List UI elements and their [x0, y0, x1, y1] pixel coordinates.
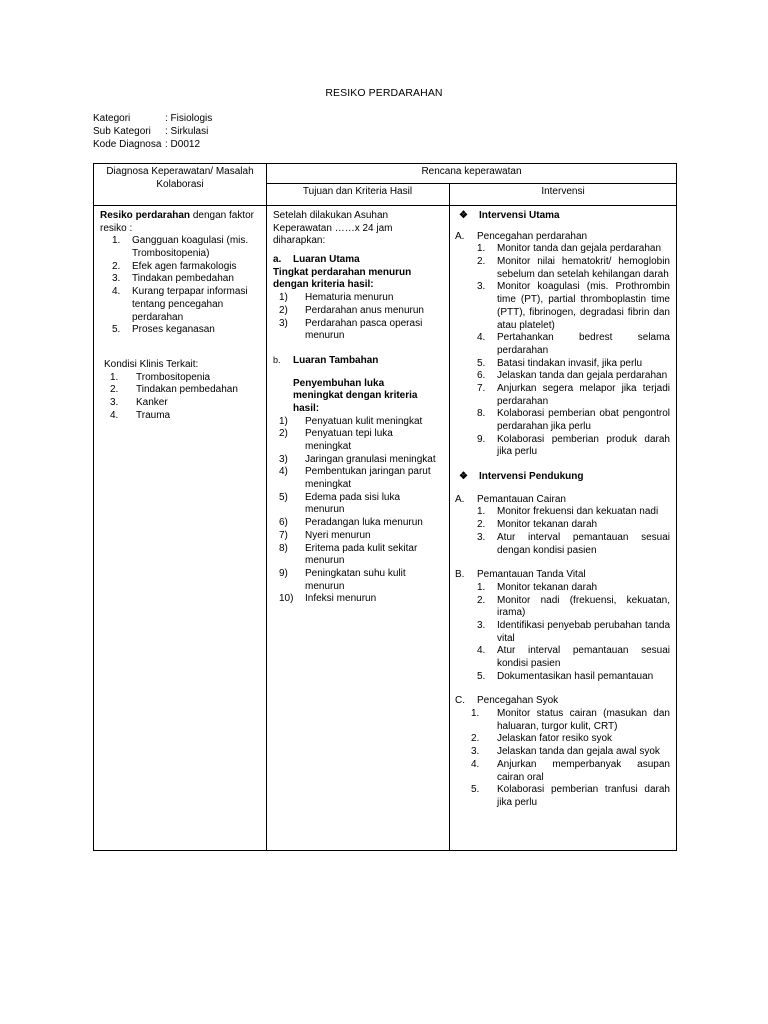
list-item — [110, 384, 265, 397]
luaran-tambahan-sub: Penyembuhan luka meningkat dengan kriteria hasil: — [293, 377, 418, 414]
list-item — [477, 506, 670, 519]
kondisi-title: Kondisi Klinis Terkait: — [104, 358, 199, 370]
pemantauan-tanda-vital-list — [455, 582, 670, 684]
list-number: 3) — [279, 453, 288, 465]
list-number: 2. — [112, 260, 121, 272]
luaran-tambahan-list — [273, 416, 445, 606]
list-number: 2) — [279, 428, 288, 440]
luaran-utama-sub: Tingkat perdarahan menurun dengan kriteria hasil: — [273, 266, 412, 291]
list-item — [477, 243, 670, 256]
list-text: Gangguan koagulasi (mis. Trombositopenia) — [132, 235, 249, 260]
meta-key: Kategori — [93, 113, 131, 124]
list-item — [279, 454, 445, 467]
diagnosa-name: Resiko perdarahan — [100, 210, 191, 221]
diagnosa-intro-rest: dengan faktor resiko : — [100, 210, 254, 234]
list-number: 3. — [112, 273, 121, 285]
list-item — [477, 358, 670, 371]
list-number: 4. — [471, 758, 480, 770]
intervensi-column — [455, 210, 670, 810]
luaran-utama-heading — [273, 254, 445, 267]
list-item — [279, 593, 445, 606]
list-item — [477, 256, 670, 281]
list-text: Nyeri menurun — [305, 529, 371, 541]
list-number: 2. — [471, 733, 480, 745]
list-item — [279, 428, 445, 453]
list-item — [110, 410, 265, 423]
list-number: 1. — [471, 708, 480, 720]
document-title: RESIKO PERDARAHAN — [325, 87, 443, 99]
list-number: 1. — [477, 506, 486, 518]
column-divider — [449, 183, 450, 850]
diagnosa-column — [100, 210, 265, 422]
list-number: 5. — [477, 670, 486, 682]
list-text: Monitor koagulasi (mis. Prothrombin time (PT), partial thromboplastin time (PTT), fibrinogen, degradasi fibrin dan atau platelet) — [497, 281, 670, 331]
meta-value: : D0012 — [165, 139, 201, 150]
list-item — [471, 733, 670, 746]
list-text: Peningkatan suhu kulit menurun — [305, 567, 406, 592]
list-item — [112, 324, 265, 337]
header-diagnosa: Diagnosa Keperawatan/ Masalah Kolaborasi — [106, 166, 254, 190]
list-text: Batasi tindakan invasif, jika perlu — [497, 357, 643, 369]
list-number: 1) — [279, 415, 288, 427]
list-item — [112, 286, 265, 324]
list-item — [279, 305, 445, 318]
list-number: 3. — [471, 746, 480, 758]
section-label: C. — [455, 695, 465, 707]
list-item — [477, 408, 670, 433]
diamond-bullet-icon: ❖ — [459, 210, 468, 221]
luaran-tambahan-heading — [273, 355, 445, 368]
list-text: Jaringan granulasi meningkat — [305, 453, 436, 465]
list-number: 2. — [477, 256, 486, 268]
list-number: 2) — [279, 304, 288, 316]
list-text: Penyatuan tepi luka meningkat — [305, 428, 393, 452]
list-item — [477, 383, 670, 408]
list-number: 2. — [477, 594, 486, 606]
section-pc-heading — [455, 695, 670, 708]
list-number: 2. — [477, 519, 486, 531]
kondisi-list — [100, 372, 265, 423]
list-text: Anjurkan segera melapor jika terjadi perdarahan — [497, 382, 670, 407]
list-text: Perdarahan pasca operasi menurun — [305, 317, 423, 342]
diagnosis-meta — [93, 112, 212, 151]
pencegahan-perdarahan-list — [455, 243, 670, 459]
list-item — [477, 582, 670, 595]
section-label: a. — [273, 254, 282, 266]
list-item — [471, 759, 670, 784]
list-text: Atur interval pemantauan sesuai kondisi pasien — [497, 645, 670, 669]
list-item — [477, 281, 670, 332]
list-number: 3. — [477, 531, 486, 543]
list-item — [477, 370, 670, 383]
list-item — [477, 532, 670, 557]
list-number: 4. — [110, 409, 119, 421]
list-number: 5. — [477, 357, 486, 369]
meta-value: : Fisiologis — [165, 113, 213, 124]
list-text: Monitor nilai hematokrit/ hemoglobin sebelum dan setelah kehilangan darah — [497, 256, 670, 280]
list-item — [477, 595, 670, 620]
list-number: 3) — [279, 317, 288, 329]
list-text: Kolaborasi pemberian obat pengontrol perdarahan jika perlu — [497, 408, 670, 432]
list-item — [471, 708, 670, 733]
section-title: Pemantauan Cairan — [477, 493, 566, 505]
list-text: Edema pada sisi luka menurun — [305, 491, 401, 516]
section-label: A. — [455, 493, 465, 505]
section-label: b. — [273, 354, 281, 365]
list-text: Jelaskan fator resiko syok — [497, 733, 613, 745]
meta-row-kode — [93, 138, 212, 151]
section-title: Luaran Utama — [293, 254, 360, 266]
list-item — [279, 492, 445, 517]
section-title: Pencegahan perdarahan — [477, 230, 588, 242]
list-text: Pembentukan jaringan parut meningkat — [305, 466, 431, 491]
header-tujuan: Tujuan dan Kriteria Hasil — [302, 186, 413, 197]
pencegahan-syok-list — [455, 708, 670, 810]
list-number: 5. — [471, 784, 480, 796]
intervensi-pendukung-heading — [455, 471, 670, 484]
list-item — [110, 397, 265, 410]
row-divider — [94, 205, 676, 206]
list-item — [477, 620, 670, 645]
list-number: 3. — [110, 396, 119, 408]
list-number: 8) — [279, 542, 288, 554]
list-text: Trombositopenia — [136, 371, 211, 383]
section-label: A. — [455, 230, 465, 242]
list-text: Monitor tanda dan gejala perdarahan — [497, 243, 662, 255]
list-number: 4. — [477, 332, 486, 344]
list-number: 3. — [477, 619, 486, 631]
list-text: Monitor status cairan (masukan dan haluaran, turgor kulit, CRT) — [497, 708, 670, 732]
list-item — [112, 235, 265, 260]
list-number: 2. — [110, 384, 119, 396]
meta-key: Sub Kategori — [93, 126, 151, 137]
list-item — [477, 645, 670, 670]
list-number: 1. — [112, 235, 121, 247]
list-number: 8. — [477, 408, 486, 420]
list-text: Monitor tekanan darah — [497, 519, 598, 531]
list-number: 9. — [477, 433, 486, 445]
pemantauan-cairan-list — [455, 506, 670, 557]
list-item — [279, 530, 445, 543]
list-number: 7) — [279, 529, 288, 541]
diamond-bullet-icon: ❖ — [459, 471, 468, 483]
list-number: 5) — [279, 491, 288, 503]
intervensi-utama-heading — [455, 210, 670, 223]
section-a-heading — [455, 231, 670, 244]
list-item — [477, 434, 670, 459]
list-text: Pertahankan bedrest selama perdarahan — [497, 332, 670, 356]
list-item — [110, 372, 265, 385]
list-text: Proses keganasan — [132, 324, 215, 336]
list-item — [112, 273, 265, 286]
list-item — [477, 519, 670, 532]
list-item — [279, 318, 445, 343]
list-number: 6) — [279, 517, 288, 529]
tujuan-column — [273, 210, 445, 606]
list-number: 4. — [112, 286, 121, 298]
list-text: Efek agen farmakologis — [132, 260, 237, 272]
list-text: Eritema pada kulit sekitar menurun — [305, 542, 418, 567]
luaran-utama-list — [273, 292, 445, 343]
list-item — [471, 746, 670, 759]
list-text: Monitor nadi (frekuensi, kekuatan, irama) — [497, 594, 670, 619]
list-text: Tindakan pembedahan — [136, 384, 238, 396]
section-label: B. — [455, 569, 465, 581]
list-text: Jelaskan tanda dan gejala awal syok — [497, 746, 660, 758]
list-text: Jelaskan tanda dan gejala perdarahan — [497, 370, 668, 382]
list-number: 1. — [110, 371, 119, 383]
list-item — [477, 671, 670, 684]
section-title: Pemantauan Tanda Vital — [477, 569, 586, 581]
column-divider — [266, 164, 267, 850]
list-number: 7. — [477, 382, 486, 394]
list-number: 4. — [477, 645, 486, 657]
list-text: Peradangan luka menurun — [305, 517, 423, 529]
list-item — [471, 784, 670, 809]
list-text: Dokumentasikan hasil pemantauan — [497, 670, 654, 682]
care-plan-table — [93, 163, 677, 851]
list-number: 9) — [279, 567, 288, 579]
list-text: Tindakan pembedahan — [132, 273, 234, 285]
list-item — [279, 466, 445, 491]
list-text: Perdarahan anus menurun — [305, 304, 424, 316]
list-number: 1) — [279, 292, 288, 304]
header-intervensi: Intervensi — [541, 186, 585, 197]
list-item — [279, 517, 445, 530]
tujuan-intro: Setelah dilakukan Asuhan Keperawatan ……x 24 jam diharapkan: — [273, 210, 393, 247]
list-text: Anjurkan memperbanyak asupan cairan oral — [497, 758, 670, 783]
list-text: Monitor frekuensi dan kekuatan nadi — [497, 506, 659, 518]
list-item — [279, 292, 445, 305]
list-item — [279, 543, 445, 568]
section-title: Pencegahan Syok — [477, 695, 559, 707]
list-text: Atur interval pemantauan sesuai dengan kondisi pasien — [497, 531, 670, 556]
list-text: Kolaborasi pemberian produk darah jika perlu — [497, 433, 670, 458]
risk-factor-list — [100, 235, 265, 337]
meta-value: : Sirkulasi — [165, 126, 209, 137]
list-text: Monitor tekanan darah — [497, 581, 598, 593]
list-text: Identifikasi penyebab perubahan tanda vital — [497, 619, 670, 644]
list-number: 10) — [279, 593, 294, 605]
list-number: 1. — [477, 581, 486, 593]
header-rencana: Rencana keperawatan — [421, 166, 522, 177]
list-text: Kurang terpapar informasi tentang pencegahan perdarahan — [132, 286, 248, 323]
section-title: Luaran Tambahan — [293, 354, 379, 366]
list-number: 1. — [477, 243, 486, 255]
section-pb-heading — [455, 569, 670, 582]
list-item — [477, 332, 670, 357]
meta-key: Kode Diagnosa — [93, 139, 162, 150]
list-text: Trauma — [136, 409, 171, 421]
list-text: Penyatuan kulit meningkat — [305, 415, 423, 427]
list-item — [279, 416, 445, 429]
meta-row-kategori — [93, 112, 212, 125]
list-text: Kanker — [136, 396, 168, 408]
section-pa-heading — [455, 494, 670, 507]
list-number: 3. — [477, 281, 486, 293]
list-text: Kolaborasi pemberian tranfusi darah jika perlu — [497, 784, 670, 808]
section-title: Intervensi Pendukung — [479, 471, 584, 483]
list-item — [279, 568, 445, 593]
list-text: Hematuria menurun — [305, 292, 394, 304]
section-title: Intervensi Utama — [479, 210, 560, 221]
list-item — [112, 261, 265, 274]
list-number: 5. — [112, 324, 121, 336]
diagnosa-intro — [100, 210, 265, 235]
row-divider — [266, 183, 676, 184]
list-text: Infeksi menurun — [305, 593, 377, 605]
list-number: 4) — [279, 466, 288, 478]
list-number: 6. — [477, 370, 486, 382]
meta-row-sub-kategori — [93, 125, 212, 138]
